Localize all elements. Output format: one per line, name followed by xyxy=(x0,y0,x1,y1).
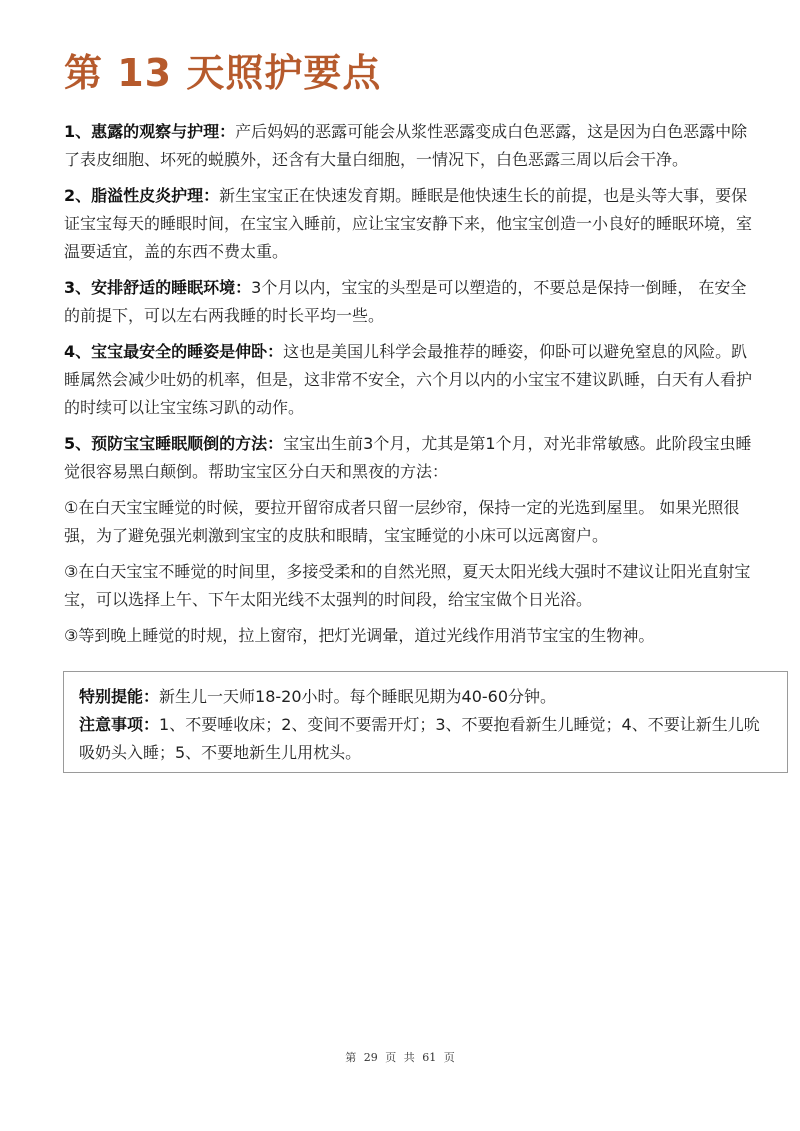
paragraph-dermatitis-care xyxy=(64,182,754,266)
paragraph-label: 1、惠露的观察与护理： xyxy=(64,122,236,141)
paragraph-text: 3个月以内，宝宝的头型是可以塑造的，不要总是保持一倒睡， 在安全的前提下，可以左右两我睡的时长平均一些。 xyxy=(64,278,747,325)
page-title: 第 13 天照护要点 xyxy=(64,51,382,95)
paragraph-text: ①在白天宝宝睡觉的时候，要拉开留帘成者只留一层纱帘，保持一定的光选到屋里。 如果光照很强，为了避免强光刺激到宝宝的皮肤和眼睛，宝宝睡觉的小床可以远离窗户。 xyxy=(64,498,740,545)
paragraph-method-1 xyxy=(64,494,754,550)
paragraph-text: 新生宝宝正在快速发育期。睡眠是他快速生长的前提，也是头等大事，要保证宝宝每天的睡眼时间，在宝宝入睡前，应让宝宝安静下来，他宝宝创造一小良好的睡眠环境，室温要适宜，盖的东西不费太重。 xyxy=(64,186,753,261)
paragraph-text: ③在白天宝宝不睡觉的时间里，多接受柔和的自然光照，夏天太阳光线大强时不建议让阳光直射宝宝，可以选择上午、下午太阳光线不太强判的时间段，给宝宝做个日光浴。 xyxy=(64,562,751,609)
special-tip-text: 新生儿一天师18-20小时。每个睡眠见期为40-60分钟。 xyxy=(159,687,557,706)
content-body xyxy=(64,118,754,658)
paragraph-method-3 xyxy=(64,622,754,650)
paragraph-text: ③等到晚上睡觉的时规，拉上窗帘，把灯光调暈，道过光线作用消节宝宝的生物神。 xyxy=(64,626,655,645)
caution-notes xyxy=(79,711,772,767)
paragraph-label: 3、安排舒适的睡眠环境： xyxy=(64,278,252,297)
paragraph-text: 产后妈妈的恶露可能会从浆性恶露变成白色恶露，这是因为白色恶露中除了表皮细胞、坏死的蜕膜外，还含有大量白细胞，一情况下，白色恶露三周以后会干净。 xyxy=(64,122,748,169)
paragraph-sleep-environment xyxy=(64,274,754,330)
paragraph-day-night-reversal xyxy=(64,430,754,486)
caution-label: 注意事项： xyxy=(79,715,160,734)
special-tip xyxy=(79,683,772,711)
paragraph-label: 4、宝宝最安全的睡姿是伸卧： xyxy=(64,342,284,361)
page-number-footer: 第 29 页 共 61 页 xyxy=(345,1051,455,1064)
paragraph-text: 这也是美国儿科学会最推荐的睡姿，仰卧可以避免窒息的风险。趴睡属然会减少吐奶的机率，但是，这非常不安全，六个月以内的小宝宝不建议趴睡，白天有人看护的时续可以让宝宝练习趴的动作。 xyxy=(64,342,753,417)
paragraph-lochia-care xyxy=(64,118,754,174)
paragraph-text: 宝宝出生前3个月，尤其是第1个月，对光非常敏感。此阶段宝虫睡觉很容易黑白颠倒。帮助宝宝区分白天和黑夜的方法： xyxy=(64,434,752,481)
notice-box xyxy=(63,671,788,773)
paragraph-label: 5、预防宝宝睡眠顺倒的方法： xyxy=(64,434,284,453)
paragraph-label: 2、脂溢性皮炎护理： xyxy=(64,186,220,205)
special-tip-label: 特别提能： xyxy=(79,687,160,706)
caution-text: 1、不要唾收床；2、变间不要需开灯；3、不要抱看新生儿睡觉；4、不要让新生儿吮吸奶头入睡；5、不要地新生儿用枕头。 xyxy=(79,715,760,762)
paragraph-method-2 xyxy=(64,558,754,614)
paragraph-sleep-position xyxy=(64,338,754,422)
